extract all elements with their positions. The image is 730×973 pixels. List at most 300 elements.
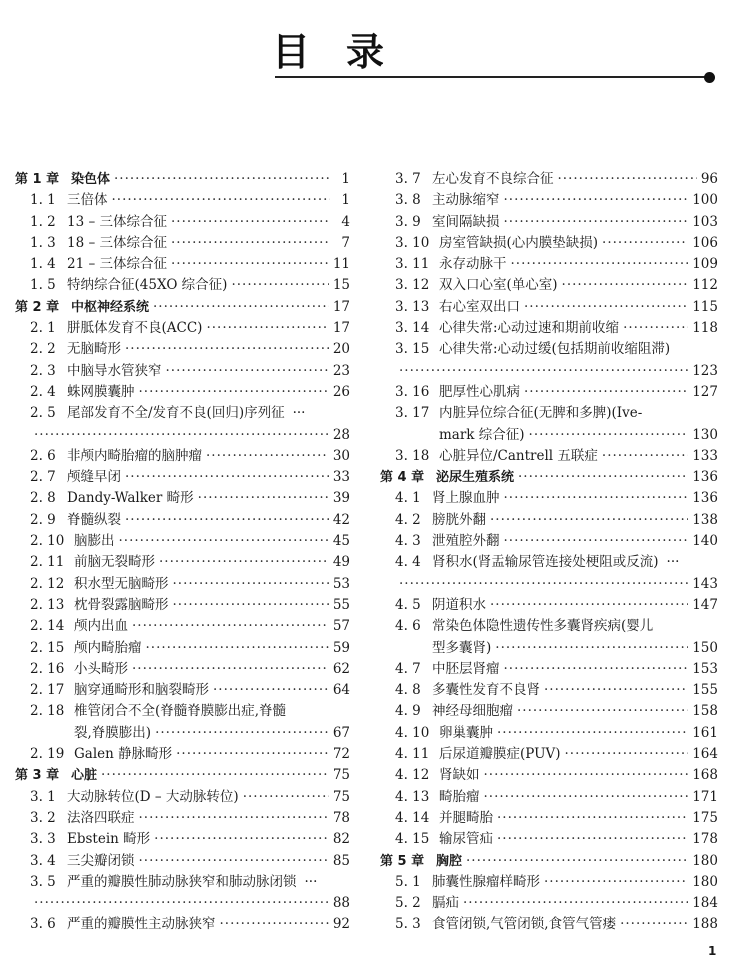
dot-leader — [34, 893, 329, 914]
entry-title: 枕骨裂露脑畸形 — [74, 596, 169, 613]
entry-title: 双入口心室(单心室) — [439, 277, 558, 294]
toc-section-entry[interactable] — [380, 595, 718, 616]
dot-leader — [220, 914, 329, 935]
toc-section-entry[interactable] — [15, 361, 350, 382]
entry-page[interactable]: 23 — [332, 362, 350, 379]
entry-page[interactable]: 140 — [692, 533, 718, 550]
entry-page[interactable]: 171 — [692, 788, 718, 805]
entry-page[interactable]: 67 — [332, 724, 350, 741]
dot-leader — [463, 893, 688, 914]
toc-section-entry[interactable] — [15, 467, 350, 488]
toc-section-entry[interactable] — [380, 914, 718, 935]
dot-leader — [529, 425, 689, 446]
dot-leader — [159, 552, 329, 573]
toc-section-entry[interactable] — [380, 190, 718, 211]
entry-title: 肾缺如 — [439, 767, 480, 784]
entry-title-continued: mark 综合征) — [439, 426, 525, 443]
dot-leader — [504, 190, 689, 211]
entry-page[interactable]: 1 — [341, 192, 350, 209]
entry-number: 2. 11 — [30, 554, 65, 571]
dot-leader — [171, 212, 330, 233]
entry-page[interactable]: 123 — [692, 362, 718, 379]
entry-page[interactable]: 150 — [692, 639, 718, 656]
entry-page[interactable]: 100 — [692, 192, 718, 209]
entry-page[interactable]: 178 — [692, 831, 718, 848]
dot-leader — [497, 829, 688, 850]
entry-number: 4. 11 — [395, 746, 430, 763]
toc-line — [15, 297, 350, 318]
entry-number: 3. 11 — [395, 256, 430, 273]
dot-leader — [173, 595, 329, 616]
entry-title: 椎管闭合不全(脊髓脊膜膨出症,脊髓 — [74, 703, 287, 720]
entry-title: Galen 静脉畸形 — [74, 746, 173, 763]
toc-section-entry[interactable] — [15, 552, 350, 573]
dot-leader — [154, 829, 329, 850]
toc-section-entry[interactable] — [380, 808, 718, 829]
toc-line — [15, 552, 350, 573]
entry-page[interactable]: 109 — [692, 256, 718, 273]
entry-number: 2. 5 — [30, 405, 56, 422]
entry-number: 第 3 章 — [15, 768, 60, 784]
entry-number: 1. 4 — [30, 256, 56, 273]
toc-section-entry[interactable] — [380, 275, 718, 296]
entry-title: 右心室双出口 — [439, 298, 520, 315]
entry-page[interactable]: 85 — [332, 852, 350, 869]
entry-title: 神经母细胞瘤 — [432, 703, 513, 720]
entry-number: 5. 3 — [395, 916, 421, 933]
toc-section-entry[interactable] — [15, 531, 350, 552]
entry-page[interactable]: 1 — [341, 171, 350, 187]
toc-section-entry[interactable] — [380, 510, 718, 531]
toc-line — [15, 872, 350, 893]
dot-leader — [544, 872, 688, 893]
toc-section-entry[interactable] — [15, 808, 350, 829]
toc-chapter-entry[interactable] — [15, 765, 350, 786]
entry-page[interactable]: 78 — [332, 809, 350, 826]
entry-page[interactable]: 55 — [332, 596, 350, 613]
toc-line-continued — [15, 723, 350, 744]
entry-title: 尾部发育不全/发育不良(回归)序列征 — [67, 405, 285, 422]
toc-section-entry[interactable] — [15, 190, 350, 211]
entry-title: 畸胎瘤 — [439, 788, 480, 805]
entry-title: 输尿管疝 — [439, 831, 493, 848]
toc-line — [380, 318, 718, 339]
entry-title: 非颅内畸胎瘤的脑肿瘤 — [67, 447, 202, 464]
entry-page[interactable]: 103 — [692, 213, 718, 230]
toc-section-entry[interactable] — [15, 616, 350, 637]
entry-title: 蛛网膜囊肿 — [67, 383, 135, 400]
entry-page[interactable]: 33 — [332, 469, 350, 486]
toc-section-entry[interactable] — [15, 595, 350, 616]
toc-section-entry[interactable] — [15, 403, 350, 446]
toc-line-continued — [380, 361, 718, 382]
entry-number: 3. 7 — [395, 171, 421, 187]
entry-page[interactable]: 106 — [692, 234, 718, 251]
entry-page[interactable]: 133 — [692, 447, 718, 464]
toc-line — [15, 510, 350, 531]
toc-line — [15, 339, 350, 360]
toc-section-entry[interactable] — [380, 872, 718, 893]
entry-number: 第 2 章 — [15, 299, 60, 315]
toc-line — [15, 382, 350, 403]
toc-section-entry[interactable] — [15, 275, 350, 296]
toc-line — [380, 169, 718, 190]
entry-page[interactable]: 30 — [332, 447, 350, 464]
entry-title: 膈疝 — [432, 895, 459, 912]
toc-section-entry[interactable] — [380, 616, 718, 659]
dot-leader — [504, 659, 689, 680]
toc-section-entry[interactable] — [15, 382, 350, 403]
entry-title: 21 – 三体综合征 — [67, 256, 168, 273]
entry-number: 3. 4 — [30, 852, 56, 869]
entry-number: 第 4 章 — [380, 470, 425, 486]
entry-title: 13 – 三体综合征 — [67, 213, 168, 230]
dot-leader — [139, 808, 329, 829]
title-rule — [275, 76, 707, 78]
toc-line — [15, 659, 350, 680]
toc-section-entry[interactable] — [380, 893, 718, 914]
entry-number: 2. 3 — [30, 362, 56, 379]
toc-section-entry[interactable] — [380, 680, 718, 701]
entry-page[interactable]: 143 — [692, 575, 718, 592]
dot-leader — [171, 233, 330, 254]
entry-page[interactable]: 115 — [692, 298, 718, 315]
toc-line — [15, 744, 350, 765]
toc-line — [380, 765, 718, 786]
toc-section-entry[interactable] — [380, 723, 718, 744]
entry-page[interactable]: 168 — [692, 767, 718, 784]
entry-number: 4. 1 — [395, 490, 421, 507]
entry-title: 多囊性发育不良肾 — [432, 682, 540, 699]
toc-line — [380, 233, 718, 254]
toc-line — [15, 829, 350, 850]
entry-page[interactable]: 39 — [332, 490, 350, 507]
toc-chapter-entry[interactable] — [15, 297, 350, 318]
entry-title: 永存动脉干 — [439, 256, 507, 273]
toc-section-entry[interactable] — [380, 382, 718, 403]
entry-title: 房室管缺损(心内膜垫缺损) — [439, 234, 599, 251]
entry-page[interactable]: 175 — [692, 809, 718, 826]
entry-page[interactable]: 17 — [332, 320, 350, 337]
toc-section-entry[interactable] — [15, 638, 350, 659]
toc-section-entry[interactable] — [380, 765, 718, 786]
entry-title: 大动脉转位(D – 大动脉转位) — [67, 788, 239, 805]
toc-section-entry[interactable] — [15, 914, 350, 935]
entry-page[interactable]: 45 — [332, 533, 350, 550]
toc-section-entry[interactable] — [380, 318, 718, 339]
entry-title: 泄殖腔外翻 — [432, 533, 500, 550]
entry-title: 心脏 — [71, 768, 98, 784]
dot-leader — [146, 638, 329, 659]
entry-page[interactable]: 96 — [700, 171, 718, 187]
toc-line — [380, 382, 718, 403]
entry-title: 后尿道瓣膜症(PUV) — [439, 746, 561, 763]
entry-number: 4. 10 — [395, 724, 430, 741]
entry-page[interactable]: 17 — [332, 298, 350, 315]
entry-number: 3. 16 — [395, 383, 430, 400]
dot-leader — [518, 467, 688, 488]
entry-number: 5. 1 — [395, 873, 421, 890]
toc-section-entry[interactable] — [380, 297, 718, 318]
entry-title: 卵巢囊肿 — [439, 724, 493, 741]
entry-page[interactable]: 26 — [332, 383, 350, 400]
toc-line — [380, 275, 718, 296]
entry-title: 泌尿生殖系统 — [436, 470, 515, 486]
toc-section-entry[interactable] — [380, 531, 718, 552]
toc-section-entry[interactable] — [380, 552, 718, 595]
toc-section-entry[interactable] — [15, 829, 350, 850]
entry-page[interactable]: 7 — [341, 234, 350, 251]
dot-leader — [173, 574, 329, 595]
entry-number: 2. 19 — [30, 746, 65, 763]
entry-page[interactable]: 57 — [332, 618, 350, 635]
toc-section-entry[interactable] — [380, 403, 718, 446]
entry-number: 2. 6 — [30, 447, 56, 464]
entry-title: 阴道积水 — [432, 596, 486, 613]
toc-section-entry[interactable] — [380, 446, 718, 467]
entry-page[interactable]: 75 — [332, 788, 350, 805]
toc-line — [15, 254, 350, 275]
entry-page[interactable]: 155 — [692, 682, 718, 699]
entry-title: 前脑无裂畸形 — [74, 554, 155, 571]
entry-page[interactable]: 4 — [341, 213, 350, 230]
entry-number: 4. 6 — [395, 618, 421, 635]
dot-leader — [176, 744, 329, 765]
toc-section-entry[interactable] — [15, 488, 350, 509]
entry-page[interactable]: 118 — [692, 320, 718, 337]
toc-section-entry[interactable] — [15, 680, 350, 701]
toc-line — [15, 403, 350, 424]
toc-line-continued — [380, 638, 718, 659]
entry-number: 1. 3 — [30, 234, 56, 251]
entry-number: 2. 18 — [30, 703, 65, 720]
entry-number: 4. 14 — [395, 809, 430, 826]
toc-section-entry[interactable] — [15, 574, 350, 595]
toc-line — [15, 212, 350, 233]
entry-title: 特纳综合征(45XO 综合征) — [67, 277, 228, 294]
toc-line — [380, 808, 718, 829]
toc-section-entry[interactable] — [380, 659, 718, 680]
entry-page[interactable]: 136 — [692, 469, 718, 486]
toc-line — [15, 574, 350, 595]
entry-title-continued: 裂,脊膜膨出) — [74, 724, 152, 741]
toc-section-entry[interactable] — [15, 787, 350, 808]
entry-page[interactable]: 147 — [692, 596, 718, 613]
dot-leader — [565, 744, 689, 765]
entry-page[interactable]: 158 — [692, 703, 718, 720]
dot-leader — [399, 574, 688, 595]
toc-section-entry[interactable] — [380, 488, 718, 509]
toc-section-entry[interactable] — [380, 233, 718, 254]
toc-line — [15, 531, 350, 552]
entry-page[interactable]: 153 — [692, 660, 718, 677]
entry-title: 主动脉缩窄 — [432, 192, 500, 209]
dot-leader — [399, 361, 688, 382]
toc-line — [15, 467, 350, 488]
toc-section-entry[interactable] — [380, 212, 718, 233]
toc-section-entry[interactable] — [380, 787, 718, 808]
toc-line — [380, 872, 718, 893]
toc-section-entry[interactable] — [380, 701, 718, 722]
entry-number: 2. 16 — [30, 660, 65, 677]
entry-title: 法洛四联症 — [67, 809, 135, 826]
toc-section-entry[interactable] — [380, 339, 718, 382]
entry-title-continued: 型多囊肾) — [432, 639, 492, 656]
entry-title: 积水型无脑畸形 — [74, 575, 169, 592]
entry-page[interactable]: 11 — [332, 256, 350, 273]
toc-chapter-entry[interactable] — [380, 851, 718, 872]
toc-chapter-entry[interactable] — [380, 467, 718, 488]
toc-line — [380, 723, 718, 744]
entry-page[interactable]: 130 — [692, 426, 718, 443]
entry-title: 胼胝体发育不良(ACC) — [67, 320, 203, 337]
entry-page[interactable]: 28 — [332, 426, 350, 443]
entry-continuation-mark: ··· — [292, 405, 306, 422]
dot-leader — [504, 531, 689, 552]
toc-section-entry[interactable] — [380, 169, 718, 190]
entry-title: 食管闭锁,气管闭锁,食管气管瘘 — [432, 916, 617, 933]
toc-line — [380, 467, 718, 488]
entry-page[interactable]: 42 — [332, 511, 350, 528]
entry-title: 小头畸形 — [74, 660, 128, 677]
toc-line — [380, 787, 718, 808]
entry-number: 3. 5 — [30, 873, 56, 890]
dot-leader — [213, 680, 329, 701]
toc-line — [15, 446, 350, 467]
toc-line — [15, 233, 350, 254]
toc-section-entry[interactable] — [380, 744, 718, 765]
toc-section-entry[interactable] — [15, 701, 350, 744]
entry-page[interactable]: 164 — [692, 746, 718, 763]
entry-title: 脑膨出 — [74, 533, 115, 550]
entry-page[interactable]: 136 — [692, 490, 718, 507]
dot-leader — [139, 382, 329, 403]
entry-page[interactable]: 188 — [692, 916, 718, 933]
entry-title: 18 – 三体综合征 — [67, 234, 168, 251]
entry-page[interactable]: 180 — [692, 852, 718, 869]
dot-leader — [34, 425, 329, 446]
toc-column-right — [380, 169, 718, 936]
entry-page[interactable]: 92 — [332, 916, 350, 933]
entry-page[interactable]: 112 — [692, 277, 718, 294]
entry-number: 第 1 章 — [15, 172, 60, 187]
entry-number: 3. 17 — [395, 405, 430, 422]
page-title: 目录 — [272, 30, 421, 74]
dot-leader — [243, 787, 329, 808]
dot-leader — [497, 723, 688, 744]
toc-section-entry[interactable] — [15, 659, 350, 680]
dot-leader — [562, 275, 689, 296]
toc-section-entry[interactable] — [15, 233, 350, 254]
toc-line — [15, 765, 350, 786]
entry-page[interactable]: 20 — [332, 341, 350, 358]
entry-page[interactable]: 161 — [692, 724, 718, 741]
entry-page[interactable]: 138 — [692, 511, 718, 528]
entry-page[interactable]: 88 — [332, 895, 350, 912]
entry-title: 颅内畸胎瘤 — [74, 639, 142, 656]
dot-leader — [490, 595, 688, 616]
entry-title: 并腿畸胎 — [439, 809, 493, 826]
entry-page[interactable]: 127 — [692, 383, 718, 400]
entry-number: 5. 2 — [395, 895, 421, 912]
entry-title: 无脑畸形 — [67, 341, 121, 358]
toc-section-entry[interactable] — [380, 829, 718, 850]
dot-leader — [504, 488, 689, 509]
entry-page[interactable]: 75 — [332, 767, 350, 784]
entry-number: 4. 5 — [395, 596, 421, 613]
entry-page[interactable]: 15 — [332, 277, 350, 294]
toc-line-continued — [15, 425, 350, 446]
dot-leader — [497, 808, 688, 829]
dot-leader — [623, 318, 688, 339]
entry-number: 2. 13 — [30, 596, 65, 613]
toc-line — [15, 488, 350, 509]
entry-title: 胸腔 — [436, 853, 463, 869]
entry-number: 1. 2 — [30, 213, 56, 230]
dot-leader — [495, 638, 688, 659]
entry-number: 3. 12 — [395, 277, 430, 294]
entry-page[interactable]: 180 — [692, 873, 718, 890]
toc-section-entry[interactable] — [15, 212, 350, 233]
toc-section-entry[interactable] — [15, 744, 350, 765]
toc-section-entry[interactable] — [15, 510, 350, 531]
entry-page[interactable]: 64 — [332, 682, 350, 699]
dot-leader — [602, 233, 688, 254]
entry-title: 染色体 — [71, 172, 111, 187]
entry-page[interactable]: 59 — [332, 639, 350, 656]
toc-section-entry[interactable] — [380, 254, 718, 275]
toc-section-entry[interactable] — [15, 446, 350, 467]
toc-line — [15, 595, 350, 616]
toc-section-entry[interactable] — [15, 318, 350, 339]
toc-line — [15, 914, 350, 935]
entry-number: 4. 4 — [395, 554, 421, 571]
dot-leader — [132, 659, 329, 680]
dot-leader — [490, 510, 688, 531]
entry-page[interactable]: 53 — [332, 575, 350, 592]
dot-leader — [101, 765, 329, 786]
toc-line — [380, 851, 718, 872]
toc-line-continued — [380, 574, 718, 595]
entry-page[interactable]: 72 — [332, 746, 350, 763]
entry-number: 3. 10 — [395, 234, 430, 251]
toc-section-entry[interactable] — [15, 851, 350, 872]
entry-page[interactable]: 82 — [332, 831, 350, 848]
toc-line — [15, 318, 350, 339]
toc-section-entry[interactable] — [15, 254, 350, 275]
entry-number: 2. 12 — [30, 575, 65, 592]
toc-line — [380, 212, 718, 233]
entry-page[interactable]: 62 — [332, 660, 350, 677]
entry-page[interactable]: 184 — [692, 895, 718, 912]
entry-number: 3. 3 — [30, 831, 56, 848]
entry-number: 2. 4 — [30, 383, 56, 400]
entry-number: 2. 1 — [30, 320, 56, 337]
entry-number: 3. 14 — [395, 320, 430, 337]
toc-line — [380, 616, 718, 637]
entry-title: 中胚层肾瘤 — [432, 660, 500, 677]
entry-title: Dandy-Walker 畸形 — [67, 490, 194, 507]
entry-number: 2. 2 — [30, 341, 56, 358]
toc-section-entry[interactable] — [15, 872, 350, 915]
toc-line-continued — [380, 425, 718, 446]
toc-chapter-entry[interactable] — [15, 169, 350, 190]
toc-line — [380, 488, 718, 509]
entry-page[interactable]: 49 — [332, 554, 350, 571]
entry-number: 4. 15 — [395, 831, 430, 848]
entry-number: 2. 8 — [30, 490, 56, 507]
toc-section-entry[interactable] — [15, 339, 350, 360]
